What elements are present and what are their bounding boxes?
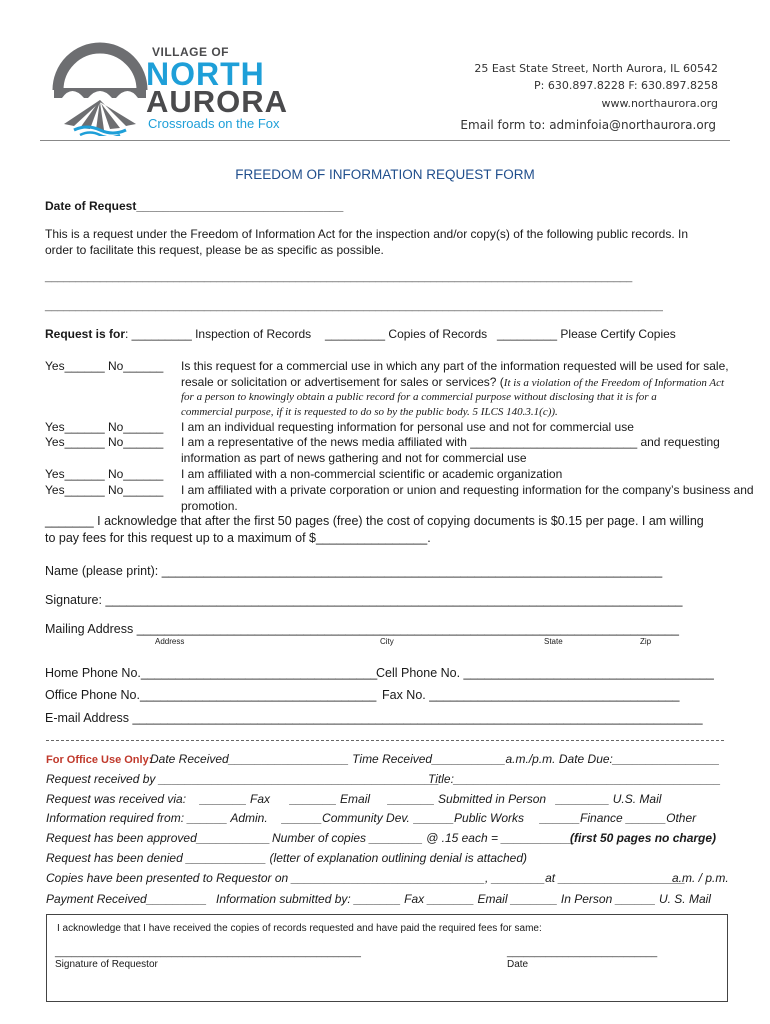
date-label: Date xyxy=(507,959,529,970)
foia-violation-note-2: for a person to knowingly obtain a public record for a commercial purpose without disclosing that it is for a xyxy=(181,391,657,403)
commercial-use-yesno[interactable]: Yes______ No______ xyxy=(45,359,164,373)
payment-received[interactable]: Payment Received_________ xyxy=(46,892,207,906)
date-line[interactable]: ___________________________ xyxy=(507,947,658,958)
contact-address: 25 East State Street, North Aurora, IL 60542 xyxy=(474,62,718,75)
request-denied[interactable]: Request has been denied ____________ (letter of explanation outlining denial is attached) xyxy=(46,851,528,865)
certify-copies-option[interactable]: _________ Please Certify Copies xyxy=(497,327,676,341)
home-phone-field[interactable]: Home Phone No.__________________________________ xyxy=(45,666,378,680)
logo-village-of: VILLAGE OF xyxy=(152,45,229,59)
inspection-of-records-option[interactable]: : _________ Inspection of Records xyxy=(125,327,312,341)
request-received-by[interactable]: Request received by __________________________________________ xyxy=(46,772,440,786)
logo-north: NORTH xyxy=(146,56,265,92)
contact-website[interactable]: www.northaurora.org xyxy=(601,97,718,110)
state-sublabel: State xyxy=(544,637,563,646)
office-phone-field[interactable]: Office Phone No.__________________________________ xyxy=(45,688,377,702)
signature-field[interactable]: Signature: ___________________________________________________________________________________ xyxy=(45,593,683,607)
personal-use-yesno[interactable]: Yes______ No______ xyxy=(45,420,164,434)
header-divider xyxy=(40,140,730,141)
intro-text-1: This is a request under the Freedom of Information Act for the inspection and/or copy(s) of the following public records. In xyxy=(45,227,688,241)
name-field[interactable]: Name (please print): ________________________________________________________________________ xyxy=(45,564,663,578)
requestor-signature-label: Signature of Requestor xyxy=(55,959,158,970)
info-required-public-works[interactable]: ______Public Works xyxy=(414,811,525,825)
foia-violation-note: It is a violation of the Freedom of Information Act xyxy=(503,377,725,389)
logo-tagline: Crossroads on the Fox xyxy=(148,116,280,131)
corporation-statement: I am affiliated with a private corporation or union and requesting information for the company’s business and xyxy=(181,483,754,497)
email-address-field[interactable]: E-mail Address __________________________________________________________________________________ xyxy=(45,711,703,725)
info-required-community-dev[interactable]: ______Community Dev. xyxy=(282,811,410,825)
received-via-mail[interactable]: ________ U.S. Mail xyxy=(556,792,662,806)
commercial-use-question-2 xyxy=(181,375,724,389)
logo-aurora: AURORA xyxy=(146,84,289,119)
foia-violation-note-3: commercial purpose, if it is requested to do so by the public body. 5 ILCS 140.3.1(c)). xyxy=(181,406,558,418)
mailing-address-field[interactable]: Mailing Address ______________________________________________________________________________ xyxy=(45,622,679,636)
requestor-signature-line[interactable]: _______________________________________________________ xyxy=(55,947,361,958)
fax-field[interactable]: Fax No. ____________________________________ xyxy=(382,688,680,702)
number-of-copies[interactable]: Number of copies ________ @ .15 each = ___________ xyxy=(272,831,575,845)
received-via-email[interactable]: _______ Email xyxy=(290,792,371,806)
office-use-label: For Office Use Only: xyxy=(46,754,153,766)
copies-presented-ampm: a.m. / p.m. xyxy=(672,871,729,885)
info-required-admin[interactable]: Information required from: ______ Admin. xyxy=(46,811,268,825)
academic-statement: I am affiliated with a non-commercial scientific or academic organization xyxy=(181,467,563,481)
news-media-statement: I am a representative of the news media affiliated with _________________________ and requesting xyxy=(181,435,720,449)
commercial-use-question: Is this request for a commercial use in which any part of the information requested will be used for sale, xyxy=(181,359,729,373)
received-via-fax[interactable]: _______ Fax xyxy=(200,792,271,806)
commercial-use-question-2a: resale or solicitation or advertisement for sales or services? ( xyxy=(181,375,504,389)
personal-use-statement: I am an individual requesting information for personal use and not for commercial use xyxy=(181,420,634,434)
copies-of-records-option[interactable]: _________ Copies of Records xyxy=(325,327,488,341)
request-is-for-label: Request is for xyxy=(45,327,126,341)
email-form-to[interactable]: Email form to: adminfoia@northaurora.org xyxy=(460,118,716,132)
corporation-statement-2: promotion. xyxy=(181,499,238,513)
received-via-label: Request was received via: xyxy=(46,792,187,806)
received-via-person[interactable]: _______ Submitted in Person xyxy=(388,792,547,806)
receipt-acknowledgement-box xyxy=(46,914,728,1002)
city-sublabel: City xyxy=(380,637,394,646)
fee-maximum[interactable]: to pay fees for this request up to a maximum of $________________. xyxy=(45,531,431,545)
academic-yesno[interactable]: Yes______ No______ xyxy=(45,467,164,481)
receipt-acknowledgement-text: I acknowledge that I have received the copies of records requested and have paid the required fees for same: xyxy=(57,923,542,934)
first-50-pages-note: (first 50 pages no charge) xyxy=(570,831,717,845)
date-received-row[interactable]: Date Received__________________ Time Received___________a.m./p.m. Date Due:________________ xyxy=(150,752,720,766)
records-description-line-1[interactable]: ________________________________________________________________________________________________ xyxy=(45,271,633,283)
date-of-request-field[interactable]: Date of Request_______________________________ xyxy=(45,199,344,213)
form-title: FREEDOM OF INFORMATION REQUEST FORM xyxy=(235,167,535,182)
request-received-title[interactable]: Title:________________________________________ xyxy=(428,772,721,786)
zip-sublabel: Zip xyxy=(640,637,652,646)
office-use-divider xyxy=(46,740,724,741)
intro-text-2: order to facilitate this request, please be as specific as possible. xyxy=(45,243,384,257)
cell-phone-field[interactable]: Cell Phone No. ____________________________________ xyxy=(376,666,714,680)
logo-emblem-icon xyxy=(50,40,150,136)
corporation-yesno[interactable]: Yes______ No______ xyxy=(45,483,164,497)
news-media-yesno[interactable]: Yes______ No______ xyxy=(45,435,164,449)
fee-acknowledgement[interactable]: _______ I acknowledge that after the first 50 pages (free) the cost of copying documents is $0.15 per page. I am willing xyxy=(45,514,704,528)
news-media-statement-2: information as part of news gathering and not for commercial use xyxy=(181,451,527,465)
info-required-finance-other[interactable]: ______Finance ______Other xyxy=(540,811,697,825)
request-approved[interactable]: Request has been approved___________ xyxy=(46,831,271,845)
copies-presented[interactable]: Copies have been presented to Requestor on _____________________________, ________at ___________________ xyxy=(46,871,686,885)
address-sublabel: Address xyxy=(155,637,185,646)
contact-phones: P: 630.897.8228 F: 630.897.8258 xyxy=(534,79,718,92)
records-description-line-2[interactable]: _____________________________________________________________________________________________________ xyxy=(45,300,663,312)
information-submitted-by[interactable]: Information submitted by: _______ Fax _______ Email _______ In Person ______ U. S. Mail xyxy=(216,892,711,906)
request-is-for[interactable] xyxy=(45,327,311,341)
